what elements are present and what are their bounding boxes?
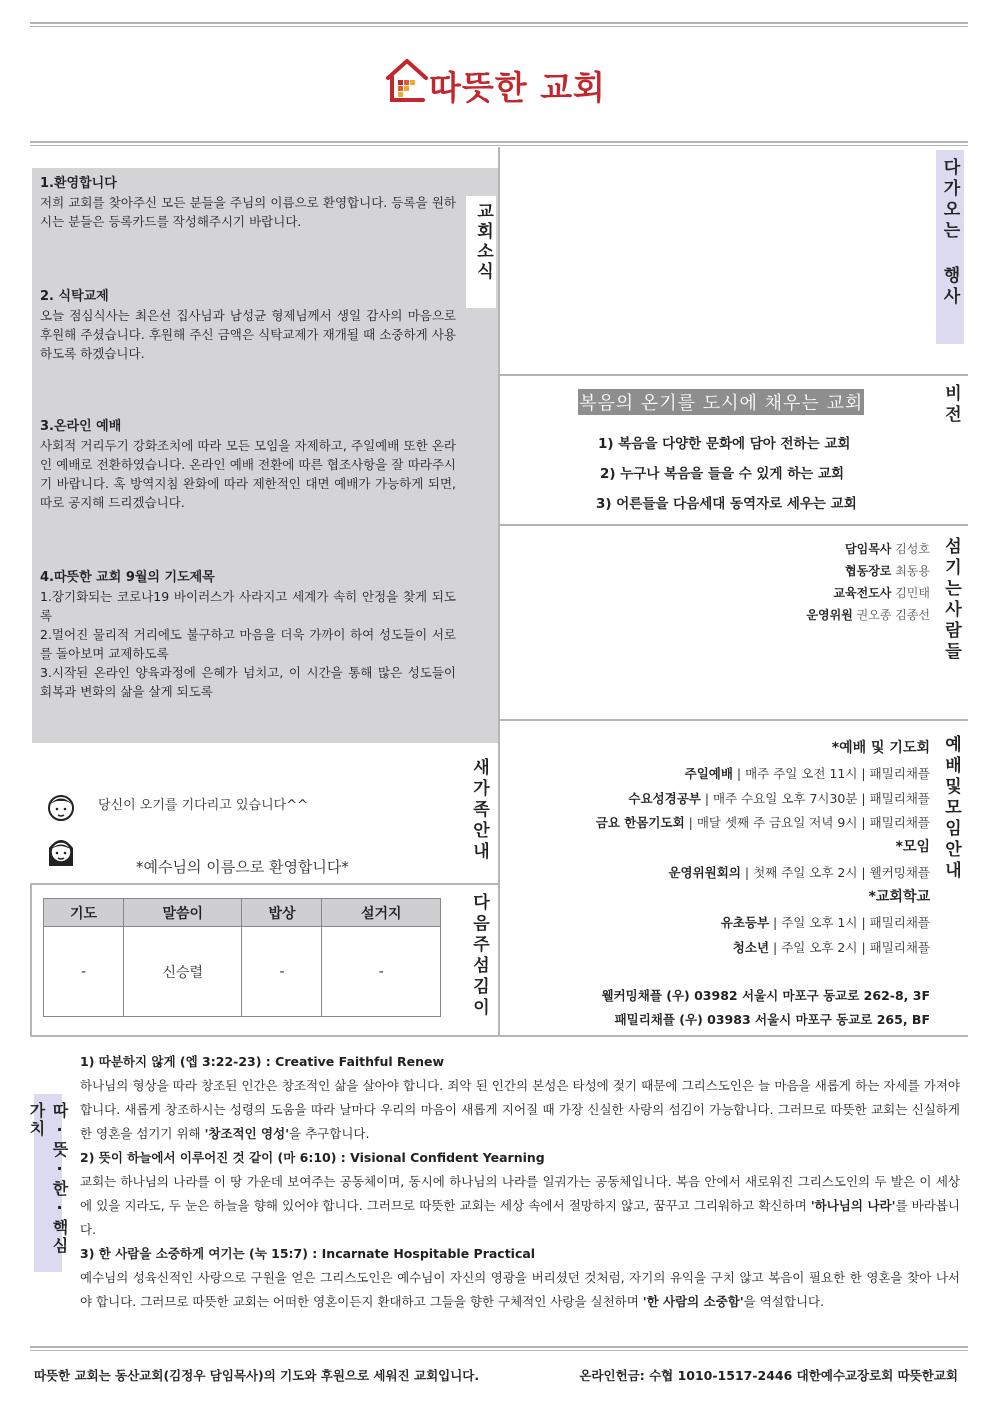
server-role: 교육전도사 <box>833 586 892 600</box>
server-row <box>845 562 930 579</box>
worship-title: 유초등부 <box>720 915 770 930</box>
worship-title: 수요성경공부 <box>628 791 701 806</box>
core-value-body <box>80 1266 960 1314</box>
newcomer-welcome: *예수님의 이름으로 환영합니다* <box>136 858 349 876</box>
table-cell: - <box>322 927 441 1017</box>
news-item-body: 오늘 점심식사는 최은선 집사님과 남성균 형제님께서 생일 감사의 마음으로 후원해 주셨습니다. 후원해 주신 금액은 식탁교제가 재개될 때 소중하게 사용하도록 하겠습니다. <box>40 308 456 361</box>
next-week-label: 다음주섬김이 <box>469 893 489 1019</box>
table-header: 설거지 <box>322 899 441 927</box>
worship-detail: | 주일 오후 2시 | 패밀리채플 <box>769 940 930 955</box>
news-item-title: 2. 식탁교제 <box>40 289 109 304</box>
address: 웰커밍채플 (우) 03982 서울시 마포구 동교로 262-8, 3F <box>601 988 930 1003</box>
worship-detail: | 첫째 주일 오후 2시 | 웰커밍채플 <box>740 865 930 880</box>
table-header-row <box>44 899 441 927</box>
core-values-label-box <box>27 1094 69 1272</box>
core-value-body <box>80 1074 960 1146</box>
worship-row <box>668 863 930 881</box>
worship-detail: | 매주 수요일 오후 7시30분 | 패밀리채플 <box>700 791 930 806</box>
news-label-tab <box>466 196 496 308</box>
footer-rule <box>30 1346 968 1351</box>
emphasis: '한 사람의 소중함' <box>642 1294 744 1309</box>
woman-face-icon <box>46 834 76 868</box>
column-divider <box>498 147 500 1035</box>
man-face-icon <box>46 790 76 824</box>
header-rule <box>30 141 968 146</box>
worship-detail: | 주일 오후 1시 | 패밀리채플 <box>769 915 930 930</box>
worship-section-title: *예배 및 기도회 <box>831 740 930 756</box>
emphasis: '창조적인 영성' <box>204 1126 290 1141</box>
top-rule <box>30 22 968 27</box>
table-cell: - <box>242 927 322 1017</box>
news-item-body: 1.장기화되는 코로나19 바이러스가 사라지고 세계가 속히 안정을 찾게 되도록 2.멀어진 물리적 거리에도 불구하고 마음을 더욱 가까이 하여 성도들이 서로를 돌아보며 교제하도록 3.시작된 온라인 양육과정에 은혜가 넘치고, 이 시간을 통해 많은 성도들이 회복과 변화의 삶을 살게 되도록 <box>40 589 456 699</box>
church-logo <box>385 56 625 112</box>
core-value-body <box>80 1170 960 1242</box>
news-item-title: 1.환영합니다 <box>40 176 117 191</box>
body-text: 예수님의 성육신적인 사랑으로 구원을 얻은 그리스도인은 예수님이 자신의 영광을 버리셨던 것처럼, 자기의 유익을 구치 않고 복음이 필요한 한 영혼을 찾아 나서야 합니다. 그러므로 따뜻한 교회는 어떠한 영혼이든지 환대하고 그들을 향한 구체적인 사랑을 실천하며 <box>80 1270 960 1309</box>
worship-row <box>685 764 930 782</box>
table-header: 말씀이 <box>123 899 242 927</box>
news-label: 교회소식 <box>473 202 493 282</box>
server-role: 협동장로 <box>845 564 892 578</box>
news-item-3 <box>40 417 456 512</box>
worship-detail: | 매달 셋째 주 금요일 저녁 9시 | 패밀리채플 <box>684 815 930 830</box>
table-cell: - <box>44 927 124 1017</box>
divider <box>500 374 968 376</box>
left-border <box>30 883 32 1035</box>
server-row <box>806 606 930 623</box>
vision-label: 비전 <box>941 384 961 426</box>
address: 패밀리채플 (우) 03983 서울시 마포구 동교로 265, BF <box>614 1012 930 1027</box>
church-name: 따뜻한 교회 <box>429 68 606 107</box>
core-value-2 <box>80 1146 960 1242</box>
divider <box>500 719 968 721</box>
table-row <box>44 927 441 1017</box>
events-label: 다가오는 행사 <box>939 158 960 308</box>
core-value-title: 2) 뜻이 하늘에서 이루어진 것 같이 (마 6:10) : Visional Confident Yearning <box>80 1150 545 1165</box>
servers-label: 섬기는사람들 <box>941 537 961 663</box>
body-text: 을 추구합니다. <box>289 1126 370 1141</box>
vision-title: 복음의 온기를 도시에 채우는 교회 <box>578 389 864 415</box>
news-item-2 <box>40 287 456 363</box>
core-values-label: 따·뜻·한·핵심가치 <box>27 1102 69 1255</box>
worship-row <box>733 938 930 956</box>
divider <box>500 524 968 526</box>
worship-section-title: *모임 <box>895 839 930 855</box>
body-text: 하나님의 형상을 따라 창조된 인간은 창조적인 삶을 살아야 합니다. 죄악 된 인간의 본성은 타성에 젖기 때문에 그리스도인은 늘 마음을 새롭게 하는 자세를 가져야합니다. 새롭게 창조하시는 성령의 도움을 따라 날마다 우리의 마음이 새롭게 지어질 때 가장 신실한 사랑의 섬김이 가능합니다. 그러므로 따뜻한 교회는 신실하게 한 영혼을 섬기기 위해 <box>80 1078 961 1141</box>
core-value-1 <box>80 1050 960 1146</box>
divider <box>30 1035 968 1037</box>
server-names: 권오종 김종선 <box>856 608 930 622</box>
server-row <box>833 584 930 601</box>
vision-item: 3) 어른들을 다음세대 동역자로 세우는 교회 <box>596 496 857 512</box>
worship-title: 청소년 <box>732 940 770 955</box>
news-item-1 <box>40 174 456 231</box>
body-text: 교회는 하나님의 나라를 이 땅 가운데 보여주는 공동체이며, 동시에 하나님의 나라를 일궈가는 공동체입니다. 복음 안에서 새로워진 그리스도인의 두 발은 이 세상에 있을 지라도, 두 눈은 하늘을 향해 있어야 합니다. 그러므로 따뜻한 교회는 세상 속에서 절망하지 않고, 꿈꾸고 그리워하고 확신하며 <box>80 1174 960 1213</box>
table-header: 기도 <box>44 899 124 927</box>
core-value-title: 3) 한 사람을 소중하게 여기는 (눅 15:7) : Incarnate Hospitable Practical <box>80 1246 536 1261</box>
vision-item: 1) 복음을 다양한 문화에 담아 전하는 교회 <box>598 436 851 452</box>
divider <box>30 883 498 885</box>
footer-offering: 온라인헌금: 수협 1010-1517-2446 대한예수교장로회 따뜻한교회 <box>579 1368 958 1383</box>
server-role: 운영위원 <box>806 608 853 622</box>
core-value-3 <box>80 1242 960 1314</box>
next-week-table <box>43 898 441 1017</box>
worship-title: 주일예배 <box>684 766 733 781</box>
server-row <box>845 540 930 557</box>
core-value-title: 1) 따분하지 않게 (엡 3:22-23) : Creative Faithful Renew <box>80 1054 445 1069</box>
house-logo-icon <box>385 56 429 106</box>
news-item-title: 3.온라인 예배 <box>40 419 122 434</box>
worship-title: 운영위원회의 <box>668 865 741 880</box>
news-item-body: 사회적 거리두기 강화조치에 따라 모든 모임을 자제하고, 주일예배 또한 온라인 예배로 전환하였습니다. 온라인 예배 전환에 따른 협조사항을 잘 따라주시기 바랍니다. 혹 방역지침 완화에 따라 제한적인 대면 예배가 가능하게 되면, 따로 공지해 드리겠습니다. <box>40 438 456 510</box>
worship-row <box>596 813 930 831</box>
body-text: 를 바라봅니다. <box>80 1198 960 1237</box>
worship-label: 예배및모임안내 <box>941 735 961 882</box>
news-item-4 <box>40 568 456 701</box>
newcomers-label: 새가족안내 <box>469 758 489 863</box>
worship-detail: | 매주 주일 오전 11시 | 패밀리채플 <box>732 766 930 781</box>
body-text: 을 역설합니다. <box>743 1294 825 1309</box>
server-names: 김민태 <box>895 586 930 600</box>
server-names: 김성호 <box>895 542 930 556</box>
worship-section-title: *교회학교 <box>868 889 930 905</box>
table-cell: 신승렬 <box>123 927 242 1017</box>
table-header: 밥상 <box>242 899 322 927</box>
news-item-body: 저희 교회를 찾아주신 모든 분들을 주님의 이름으로 환영합니다. 등록을 원하시는 분들은 등록카드를 작성해주시기 바랍니다. <box>40 195 456 229</box>
server-names: 최동용 <box>895 564 930 578</box>
events-label-box <box>936 150 964 344</box>
footer-sponsor: 따뜻한 교회는 동산교회(김정우 담임목사)의 기도와 후원으로 세워진 교회입니다. <box>34 1368 480 1383</box>
newcomer-message: 당신이 오기를 기다리고 있습니다^^ <box>98 798 308 813</box>
vision-item: 2) 누구나 복음을 들을 수 있게 하는 교회 <box>600 466 845 482</box>
worship-row <box>721 913 930 931</box>
news-item-title: 4.따뜻한 교회 9월의 기도제목 <box>40 570 215 585</box>
worship-row <box>628 789 930 807</box>
server-role: 담임목사 <box>845 542 892 556</box>
emphasis: '하나님의 나라' <box>810 1198 896 1213</box>
worship-title: 금요 한몸기도회 <box>595 815 685 830</box>
